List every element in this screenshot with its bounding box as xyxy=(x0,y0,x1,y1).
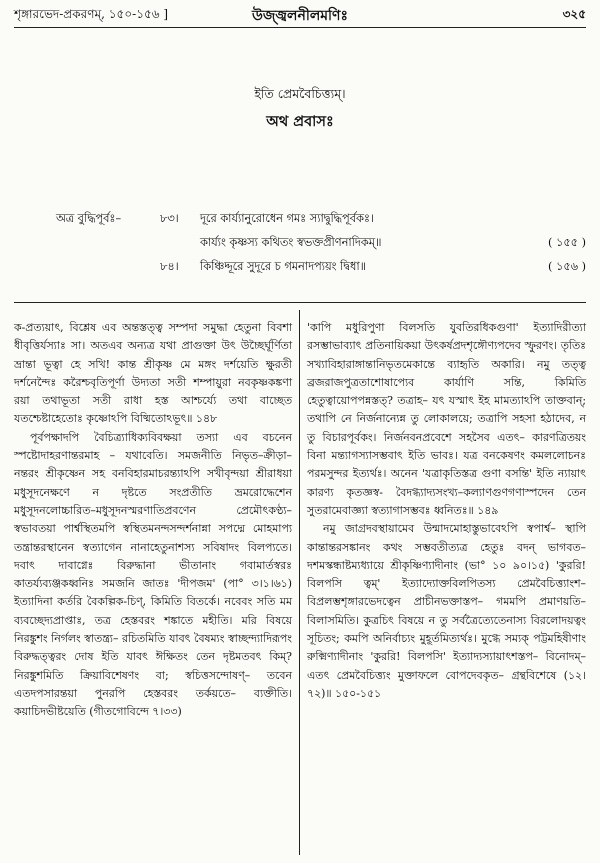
commentary-right-column xyxy=(307,319,586,703)
header-section-ref: শৃঙ্গারভেদ-প্রকরণম্‌, ১৫০-১৫৬ ] xyxy=(14,7,169,21)
verse-text: দূরে কার্য্যানুরোধেন গমঃ স্যাদ্বুদ্ধিপূর্বকঃ। xyxy=(200,212,374,225)
sub-intro: অত্র বুদ্ধিপূর্বঃ– xyxy=(56,212,122,225)
commentary-paragraph: পূর্বপক্ষাদপি বৈচিত্র্যাধিক্যবিবক্ষয়া তস্যা এব বচনেন স্পষ্টোদাহরণান্তরমাহ – যথাবেতি। সমজনীতি নিভৃত–ক্রীড়া– নন্তরং শ্রীকৃষ্ণেন সহ বনবিহারমাচরন্ত্যাঽপি সখীবৃন্দয়া শ্রীরাধয়া মধুসূদনেক্ষণে ন দৃষ্টতে সংপ্রতীতি ভ্রমরোদ্ধেশেন মধুসূদনলোচ্চারিত–মধুসূদনস্মরণাতিপ্রবণেন প্রেমৌৎকণ্ঠ্য– স্বভাবতয়া পার্শ্বস্থিতমপি স্বস্থিতমনন্দসন্দর্শনান্না সপদ্মে মোহমাপ্য তন্ত্রান্তরস্থানেন স্বত্যাগেন নানাহেতুনাশস্য সবিষাদং বিলপ্যতে। দবাৎ দাবাগ্নেঃ বিরুদ্ধানা ভীতানাং গবামার্তস্বরঃ কাতর্য্যব্যঞ্জকধ্বনিঃ সমজনি জাতঃ 'দীপজম' (পা° ৩।১।৬১) ইত্যাদিনা কর্তরি বৈকল্পিক-চিণ্‌, কিমিতি বিতর্কে। নবেবং সতি মম ব্যবচ্ছেদ্যপ্রাপ্তাঃ, তত্র হেস্তবরং শঙ্কাতে মহীতি। মরি বিষয়ে নিরঙ্কুশং নির্গলং স্বাতন্ত্র্য– রচিতমিতি যাবৎ বৈষম্যং স্বাচ্ছন্দ্যাদিরূপং বিরুদ্ধত্ত্বরং দোষ ইতি যাবৎ ঈক্ষিতং তেন দৃষ্টমতবৎ কিম্‌? নিরঙ্কুশমিতি ক্রিয়াবিশেষণং বা; স্বচিত্তসন্দোষণ্‌– তবেন এতদপসারন্তয়া পুনরপি হেস্তবরং তর্কয়তে– ব্যক্তীতি। কয়াচিদভীষ্টয়েতি (গীতগোবিন্দে ৭।৩৩) xyxy=(14,430,292,719)
verse-number: ৮৩। xyxy=(160,212,179,225)
commentary-left-column xyxy=(14,319,292,722)
column-divider xyxy=(299,310,300,855)
verse-number: ৮৪। xyxy=(160,260,179,273)
verse-ref: ( ১৫৫ ) xyxy=(548,236,586,249)
commentary-paragraph: ক-প্রত্যয়াৎ, বিশ্লেষ এব অন্তস্তত্ত্ব সম্পদা সমুদ্ধা হেতুনা বিবশা ধীবৃত্তির্যস্যাঃ সা। অতএব অন্যত্র যথা প্রাগুক্তা উৎ উচ্ছৈর্ঘূর্ণিতা ভ্রান্তা ভূত্বা হে সখি! কান্ত শ্রীকৃষ্ণ মে মঙ্গং দর্শয়েতি ক্ষুরতী দর্শনেন্দৈঃ করৈশ্চবৃতিপূর্ণা উদ্যতা সতী শম্পায়ুরা নবকৃষ্ণকঙ্কণা রয়া তথাভূতা সতী রাধা হস্ত আশ্চর্য্যে তথা বাচ্ছেত যতশ্চেষ্টাহেতোঃ কৃষ্ণোঽপি বিষ্মিতোঽভূৎ॥ ১৪৮ xyxy=(14,321,292,426)
commentary-paragraph: 'কাপি মধুরিপুণা বিলসতি যুবতিরধিকগুণা' ইত্যাদিরীত্যা রসম্ভাভাব্যাৎ প্রতিনায়িকয়া উৎকর্ষপ্রদশৃঙ্গৌণ্যপদেব স্ফুরণং। তৃতিঃ সখ্যাবিহারাঙ্গান্তানিভৃতমেকান্তে ব্যাহৃতি অকারি। নমু তত্ত্ব ব্রজরাজপুত্রতাশোষাপ্যেব কার্যাণি সন্তি, কিমিতি হেতুত্বায়োপপন্নস্তত্‌? তত্রাহ– যৎ যস্মাৎ ইহ মামত্যাঽপি তাক্তবান্‌; তথাপি নে নির্জনান্যেন্ন তু লোকালয়ে; তত্রাপি সহসা হঠাদেব, ন তু বিচারপূর্বকং। নির্জনবনপ্রবেশে সহসৈব এতৎ– কারণত্রিতয়ং বিনা মন্ত্যাগস্যাসম্ভবাৎ ইতি ভাবঃ। যত্র বনকেষণং কমললোচনঃ পরমসুন্দর ইত্যর্থঃ। অনেন 'যত্রাকৃতিস্তত্র গুণা বসন্তি' ইতি ন্যায়াৎ কারণ্য কৃতজ্ঞস্ব- বৈদগ্ধ্যাদ্যসংখ্য–কল্যাণগুণগণাস্পদেন তেন সুতরামেবাজ্ঞ্যা স্বত্যাগাসম্ভবঃ ধ্বনিতঃ॥ ১৪৯ xyxy=(307,321,586,517)
text-commentary-divider xyxy=(14,302,586,303)
header-book-title: উজ্জ্বলনীলমণিঃ xyxy=(252,8,348,24)
running-header xyxy=(14,4,586,24)
header-rule xyxy=(14,27,586,28)
verse-ref: ( ১৫৬ ) xyxy=(547,260,586,273)
section-heading: অথ প্রবাসঃ xyxy=(266,113,334,130)
verse-text: কিঞ্চিদ্দূরে সুদূরে চ গমনাদপ্যয়ং দ্বিধা॥ xyxy=(200,260,366,273)
verse-text: কার্য্যং কৃষ্ণস্য কথিতং স্বভক্তপ্রীণনাদিকম্‌॥ xyxy=(200,236,382,249)
commentary-paragraph: নমু জাগ্রদবস্থায়ামেব উন্মাদমোহাস্তুভাবেঽপি স্বপার্শ্ব– স্থাপি কান্তান্তরসঙ্কানং কথং সম্ভবতীত্যত্র হেতুঃ বদন্‌ ভাগবত–দশমস্কন্ধাষ্টম্যধ্যায়ে শ্রীকৃষ্ণিণ্যাদীনাং (ভা° ১০ ৯০।১৫) 'কুররি! বিলপসি ত্বম্‌' ইত্যাদ্যোক্তবিলপিতস্য প্রেমবৈচিত্ত্যাংশ–বিপ্রলম্ভশৃঙ্গারভেদত্বেন প্রাচীনভক্তাস্তপ– গমমপি প্রমাণয়তি–বিলাসমিতি। কুত্রচিৎ বিষয়ে ন তু সর্বত্রৈত্যেতেনাস্য বিরলোদয়ত্বং সূচিতং; কমপি অনির্বাচ্যং মুহূর্তমিত্যর্থঃ। মুগ্ধে সম্যক্‌ পট্টমহিষীণাং রুক্মিণ্যাদীনাং 'কুররি! বিলপসি' ইত্যাদ্যস্যায়াৎশস্তপ– বিনোদম্‌–এতৎ প্রেমবৈচিত্ত্যং মুক্তাফলে বোপদেবকৃত– গ্রন্থবিশেষে (১২।৭২)॥ ১৫০-১৫১ xyxy=(307,522,586,700)
header-page-number: ৩২৫ xyxy=(562,7,586,21)
section-end-label: ইতি প্রেমবৈচিত্ত্যম্‌। xyxy=(254,86,346,101)
